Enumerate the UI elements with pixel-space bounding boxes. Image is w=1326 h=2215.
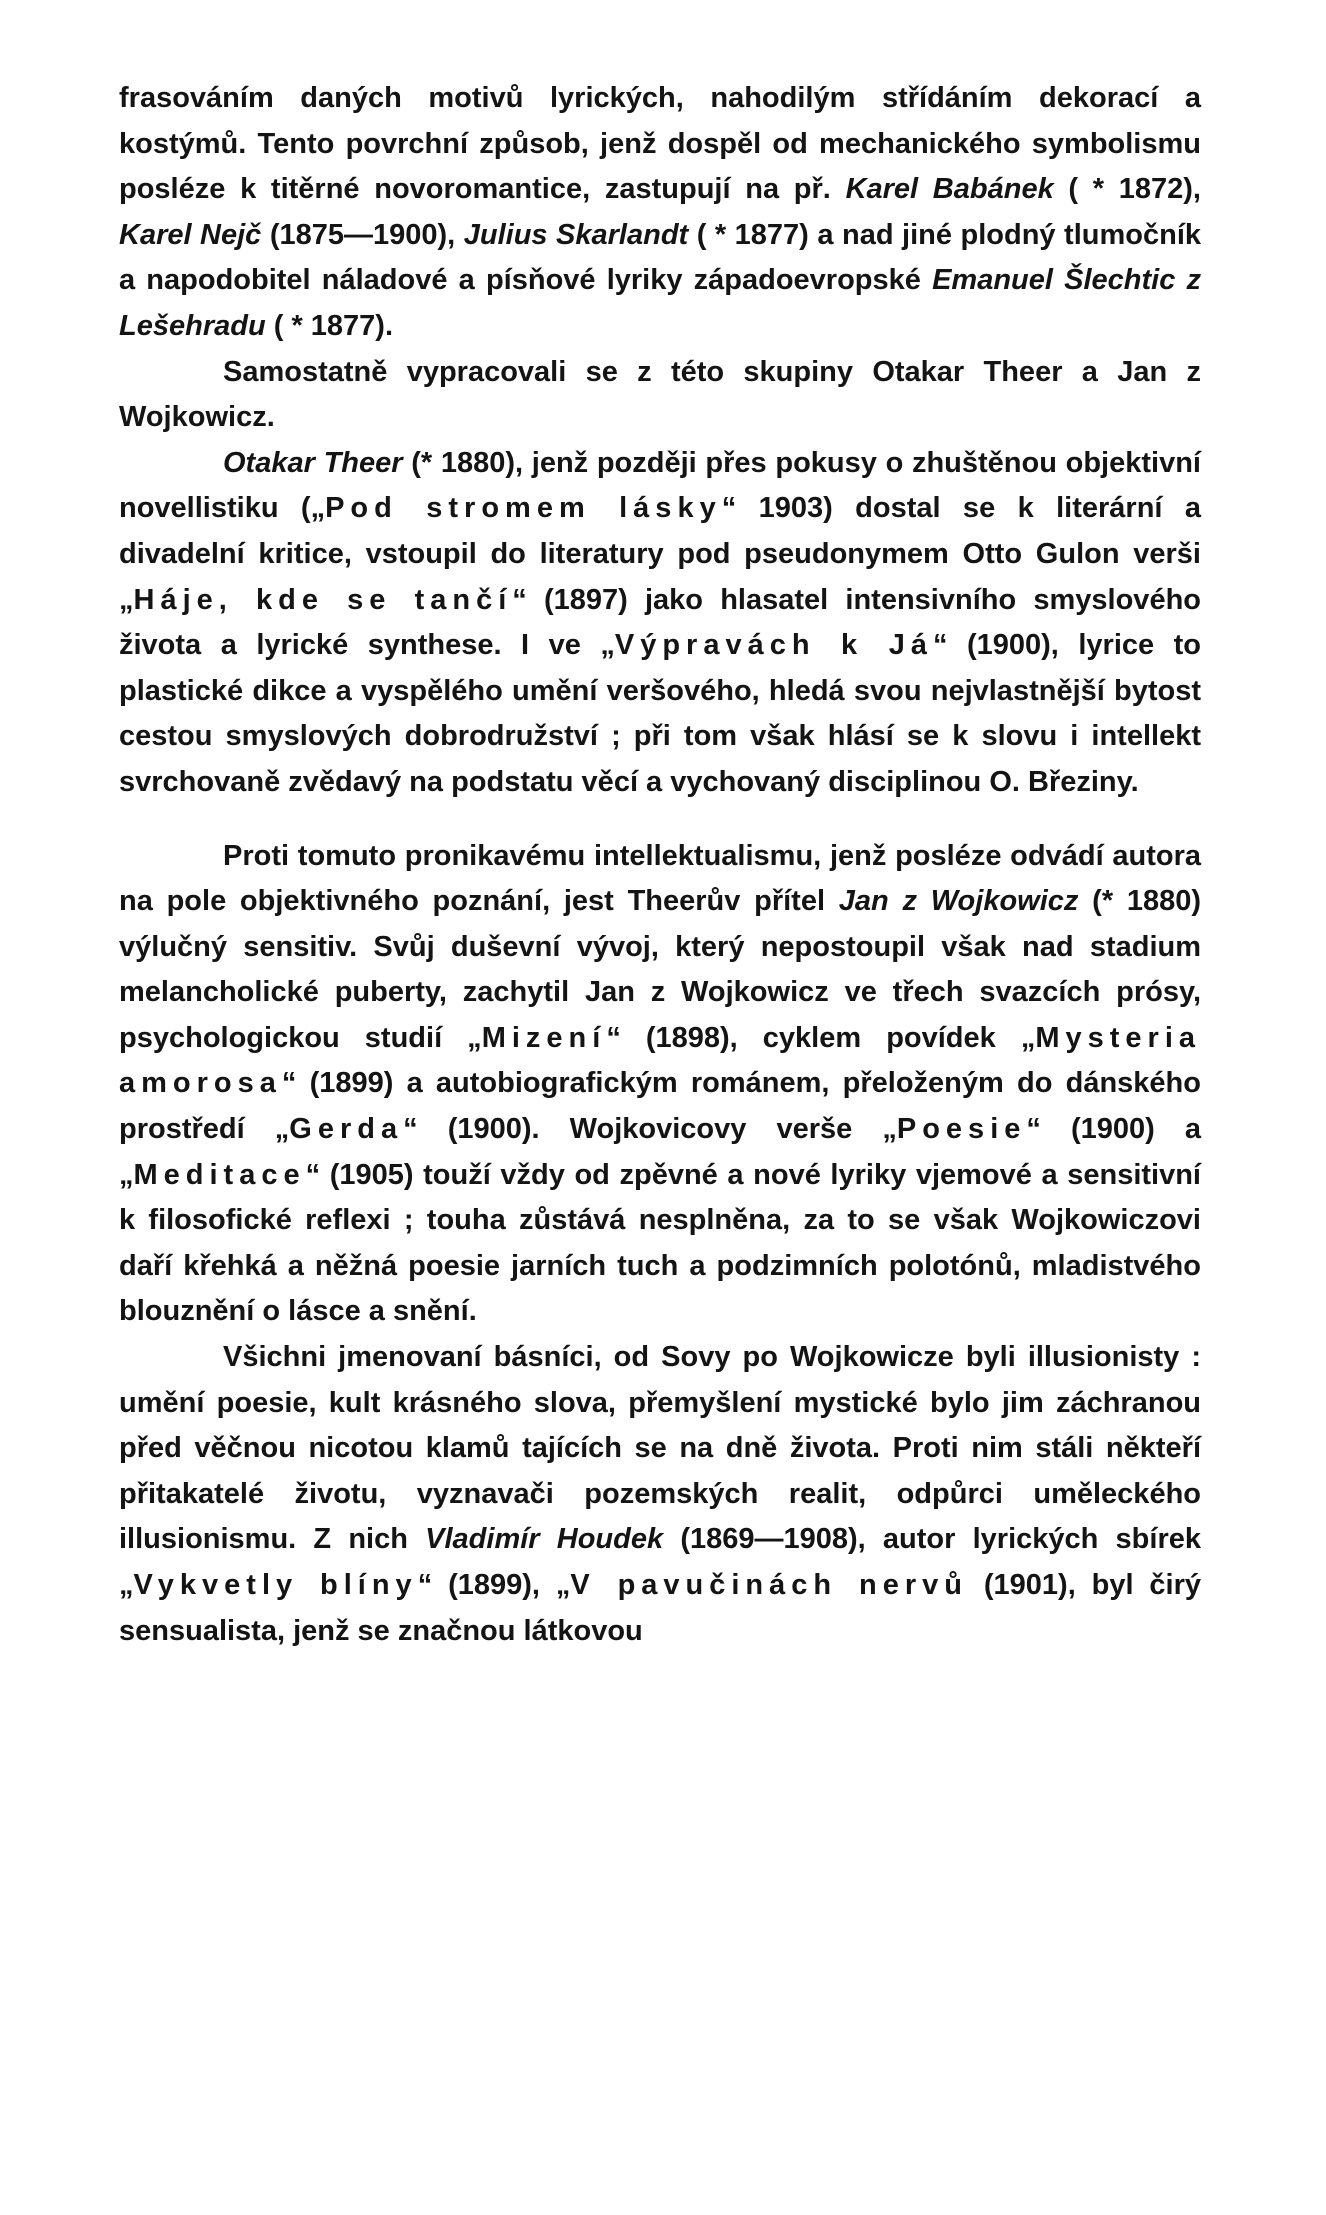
spaced-title: Meditace [133,1158,306,1191]
text-run: (1875—1900), [261,218,464,251]
italic-name: Otakar Theer [223,446,403,479]
spaced-title: Háje, kde se tančí [133,583,513,616]
italic-name: Jan z Wojkowicz [838,885,1079,918]
text-run: Všichni jmenovaní básníci, od Sovy po Wojkowicze byli illusionisty : umění poesie, kult krásného slova, přemyšlení mystické bylo jim záchranou před věčnou nicotou klamů tajících se na dně života. Proti nim stáli někteří přitakatelé životu, vyznavači pozemských realit, odpůrci uměleckého illusionismu. Z nich [119,1341,1201,1556]
italic-name: Karel Babánek [845,173,1054,206]
spaced-title: Gerda [289,1113,404,1146]
italic-name: Julius Skarlandt [463,218,689,251]
text-run: “ (1900). Wojkovicovy verše „ [403,1113,897,1146]
spaced-title: Mysteria amorosa [119,1021,1201,1100]
text-run: “ 1903) dostal se k literární a divadelní kritice, vstoupil do literatury pod pseudonymem Otto Gulon verši „ [119,492,1201,616]
italic-name: Vladimír Houdek [425,1523,664,1556]
text-run: Samostatně vypracovali se z této skupiny Otakar Theer a Jan z Wojkowicz. [119,355,1201,434]
text-run: frasováním daných motivů lyrických, nahodilým střídáním dekorací a kostýmů. Tento povrchní způsob, jenž dospěl od mechanického symbolismu posléze k titěrné novoromantice, zastupují na př. [119,82,1201,206]
text-run: Proti tomuto pronikavému intellektualismu, jenž posléze odvádí autora na pole objektivného poznání, jest Theerův přítel [119,839,1201,918]
text-run: (1901), byl čirý sensualista, jenž se značnou látkovou [119,1569,1202,1647]
text-run: (1869—1908), autor lyrických sbírek „ [119,1523,1201,1601]
paragraph [119,350,1201,441]
paragraph [119,1335,1201,1654]
text-run: “ (1900) a „ [119,1113,1201,1191]
spaced-title: V pavučinách nervů [570,1569,968,1601]
italic-name: Karel Nejč [119,218,262,251]
text-run: (* 1880) výlučný sensitiv. Svůj duševní vývoj, který nepostoupil však nad stadium melancholické puberty, zachytil Jan z Wojkowicz ve třech svazcích prósy, psychologickou studií „ [119,885,1202,1054]
text-run: “ (1899), „ [417,1569,571,1601]
spaced-title: Mizení [481,1021,607,1054]
text-run: ( * 1877). [265,309,394,342]
spaced-title: Výpravách k Já [614,629,933,662]
text-run: “ (1898), cyklem povídek „ [606,1021,1036,1054]
spaced-title: Vykvetly blíny [133,1569,418,1601]
paragraph [119,76,1201,350]
spaced-title: Pod stromem lásky [325,492,722,525]
text-run: “ (1900), lyrice to plastické dikce a vyspělého umění veršového, hledá svou nejvlastnější bytost cestou smyslových dobrodružství ; při tom však hlásí se k slovu i intellekt svrchovaně zvědavý na podstatu věcí a vychovaný disciplinou O. Březiny. [119,629,1202,798]
spaced-title: Poesie [896,1113,1027,1146]
text-run: “ (1899) a autobiografickým románem, přeloženým do dánského prostředí „ [119,1067,1201,1146]
text-run: “ (1897) jako hlasatel intensivního smyslového života a lyrické synthese. I ve „ [119,583,1201,662]
text-run: “ (1905) touží vždy od zpěvné a nové lyriky vjemové a sensitivní k filosofické reflexi ; touha zůstává nesplněna, za to se však Wojkowiczovi daří křehká a něžná poesie jarních tuch a podzimních polotónů, mladistvého blouznění o lásce a snění. [119,1158,1201,1328]
paragraph [119,834,1201,1336]
text-run: (* 1880), jenž později přes pokusy o zhuštěnou objektivní novellistiku („ [119,446,1201,525]
text-run: ( * 1877) a nad jiné plodný tlumočník a napodobitel náladové a písňové lyriky západoevropské [119,218,1202,297]
paragraph [119,441,1201,806]
italic-name: Emanuel Šlechtic z Lešehradu [119,264,1201,342]
text-run: ( * 1872), [1053,173,1201,206]
